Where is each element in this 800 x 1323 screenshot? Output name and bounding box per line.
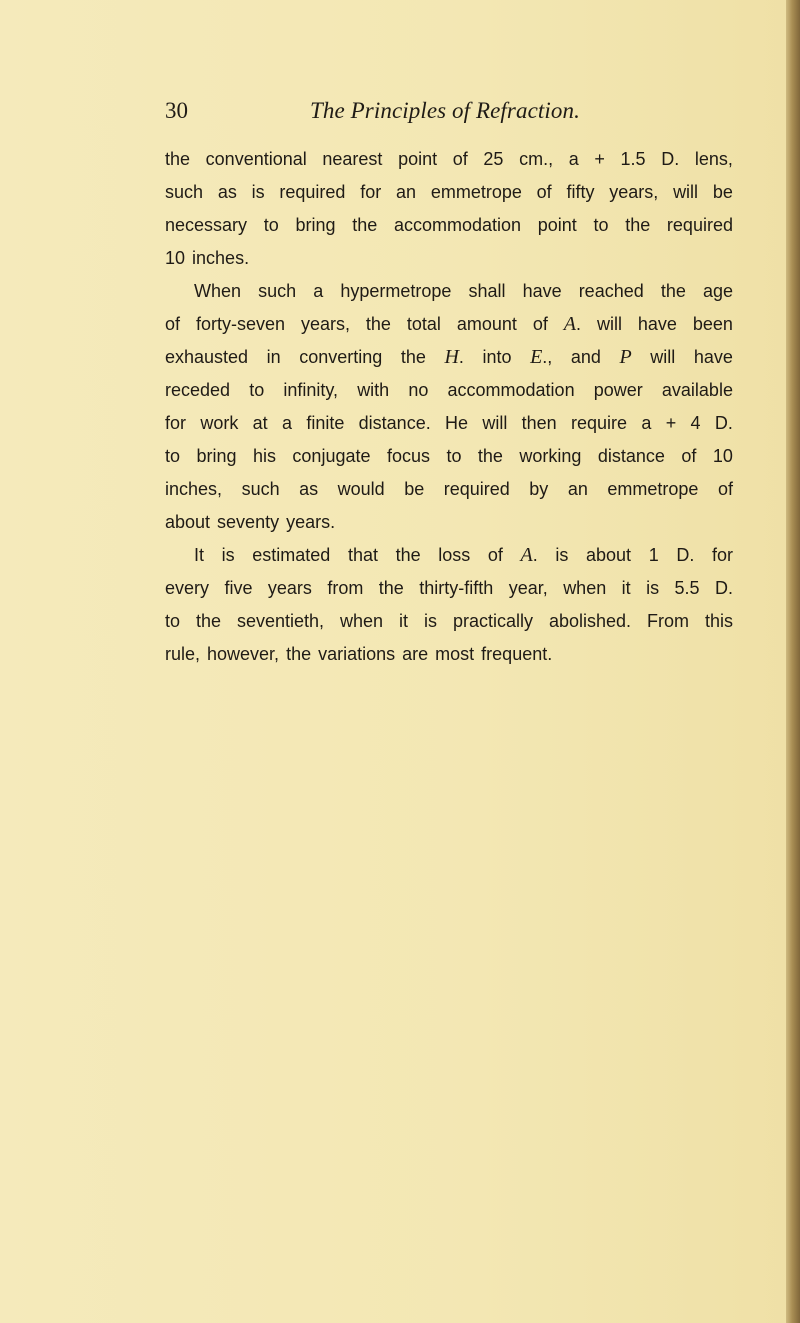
- text-line: inches, such as would be required by an emmetrope of: [165, 479, 733, 499]
- running-head: The Principles of Refraction.: [310, 98, 580, 123]
- text-line: exhausted in converting the H. into E., and P will have: [165, 346, 733, 368]
- text-line: When such a hypermetrope shall have reached the age: [194, 281, 733, 301]
- page-header: [165, 95, 745, 127]
- text-line: of forty-seven years, the total amount of A. will have been: [165, 313, 733, 335]
- text-line: the conventional nearest point of 25 cm., a + 1.5 D. lens,: [165, 149, 733, 169]
- body-text: [165, 143, 733, 671]
- text-line: about seventy years.: [165, 512, 336, 532]
- text-line: rule, however, the variations are most frequent.: [165, 644, 553, 664]
- text-line: receded to infinity, with no accommodation power available: [165, 380, 733, 400]
- text-line: It is estimated that the loss of A. is about 1 D. for: [194, 544, 733, 566]
- page-edge: [786, 0, 800, 1323]
- text-line: for work at a finite distance. He will then require a + 4 D.: [165, 413, 733, 433]
- text-line: 10 inches.: [165, 248, 250, 268]
- page-number: 30: [165, 98, 188, 123]
- text-line: every five years from the thirty-fifth year, when it is 5.5 D.: [165, 578, 733, 598]
- text-line: necessary to bring the accommodation point to the required: [165, 215, 733, 235]
- text-line: to bring his conjugate focus to the working distance of 10: [165, 446, 733, 466]
- text-line: such as is required for an emmetrope of fifty years, will be: [165, 182, 733, 202]
- text-line: to the seventieth, when it is practically abolished. From this: [165, 611, 733, 631]
